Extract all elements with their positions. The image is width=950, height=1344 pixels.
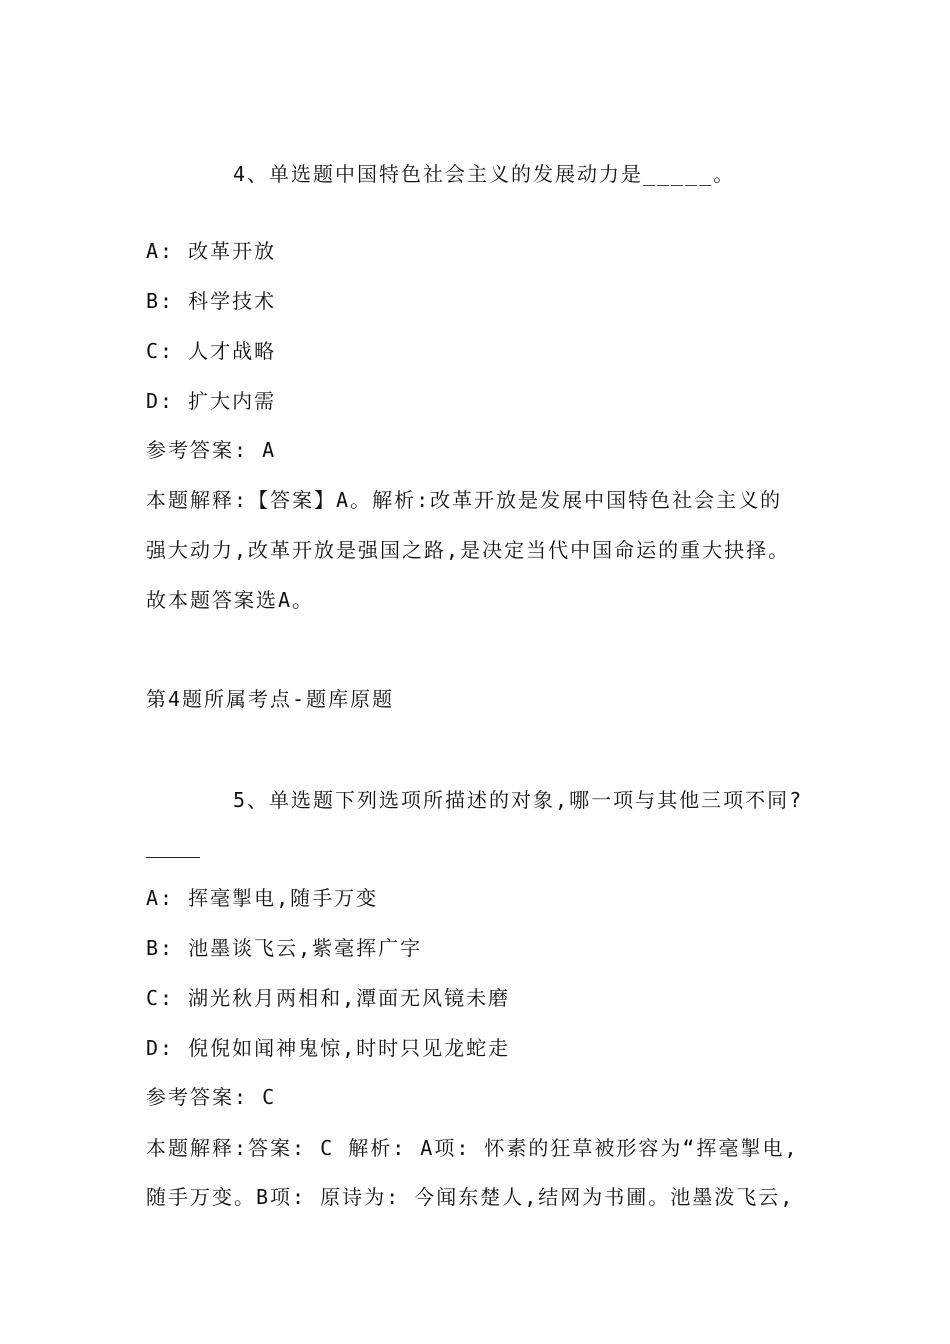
question-5-explanation-line-1: 本题解释:答案: C 解析: A项: 怀素的狂草被形容为“挥毫掣电, [146, 1136, 799, 1160]
question-4-explanation-line-3: 故本题答案选A。 [146, 588, 315, 612]
question-4-option-a: A: 改革开放 [146, 239, 277, 263]
question-4-answer: 参考答案: A [146, 438, 277, 462]
question-5-option-c: C: 湖光秋月两相和,潭面无风镜未磨 [146, 986, 511, 1010]
question-5-option-b: B: 池墨谈飞云,紫毫挥广字 [146, 936, 423, 960]
question-4-option-d: D: 扩大内需 [146, 389, 277, 413]
question-5-text: 5、单选题下列选项所描述的对象,哪一项与其他三项不同? [233, 788, 804, 812]
question-4-topic: 第4题所属考点-题库原题 [146, 687, 395, 711]
question-4-option-c: C: 人才战略 [146, 339, 277, 363]
question-4-explanation-line-1: 本题解释:【答案】A。解析:改革开放是发展中国特色社会主义的 [146, 488, 783, 512]
question-4-option-b: B: 科学技术 [146, 289, 277, 313]
question-4-explanation-line-2: 强大动力,改革开放是强国之路,是决定当代中国命运的重大抉择。 [146, 538, 791, 562]
question-5-option-d: D: 倪倪如闻神鬼惊,时时只见龙蛇走 [146, 1036, 511, 1060]
question-4-text: 4、单选题中国特色社会主义的发展动力是_____。 [233, 162, 736, 186]
question-5-option-a: A: 挥毫掣电,随手万变 [146, 886, 379, 910]
question-5-answer: 参考答案: C [146, 1085, 277, 1109]
question-5-explanation-line-2: 随手万变。B项: 原诗为: 今闻东楚人,结网为书圃。池墨泼飞云, [146, 1185, 795, 1209]
answer-blank-line [146, 857, 200, 858]
